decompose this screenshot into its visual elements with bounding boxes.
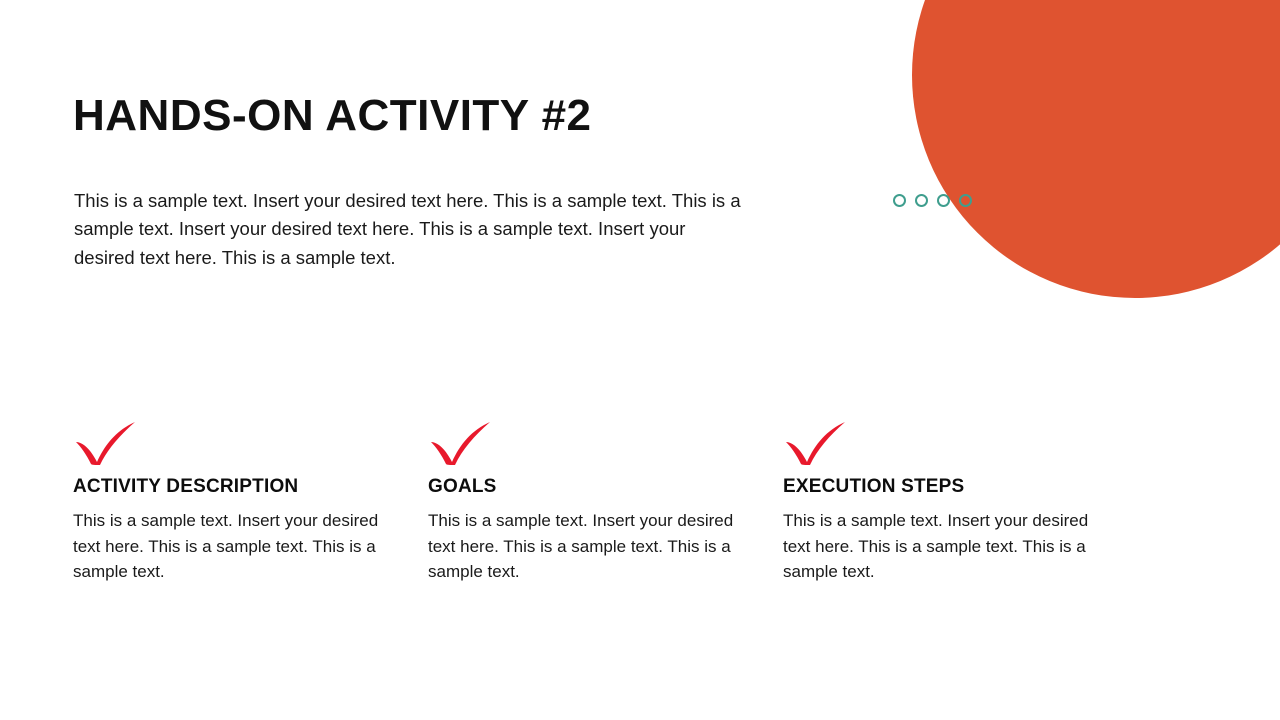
- column-body: This is a sample text. Insert your desired text here. This is a sample text. This is a sample text.: [428, 511, 734, 581]
- check-mark-icon: [73, 420, 388, 476]
- column-title: GOALS: [428, 476, 497, 497]
- decorative-orange-circle: [912, 0, 1280, 298]
- decorative-dots-group: [893, 194, 972, 207]
- column-item: [783, 420, 1138, 585]
- check-mark-icon: [783, 420, 1098, 476]
- circle-outline-icon: [937, 194, 950, 207]
- circle-outline-icon: [893, 194, 906, 207]
- page-title: HANDS-ON ACTIVITY #2: [73, 91, 592, 140]
- column-body: This is a sample text. Insert your desired text here. This is a sample text. This is a sample text.: [783, 511, 1089, 581]
- intro-paragraph: This is a sample text. Insert your desired text here. This is a sample text. This is a sample text. Insert your desired text here. This is a sample text. Insert your desired text here. This is a sample text.: [74, 189, 741, 269]
- columns-container: [73, 420, 1173, 585]
- column-title: EXECUTION STEPS: [783, 476, 965, 497]
- column-item: [73, 420, 428, 585]
- circle-outline-icon: [959, 194, 972, 207]
- column-item: [428, 420, 783, 585]
- check-mark-icon: [428, 420, 743, 476]
- column-title: ACTIVITY DESCRIPTION: [73, 476, 299, 497]
- column-body: This is a sample text. Insert your desired text here. This is a sample text. This is a sample text.: [73, 511, 379, 581]
- circle-outline-icon: [915, 194, 928, 207]
